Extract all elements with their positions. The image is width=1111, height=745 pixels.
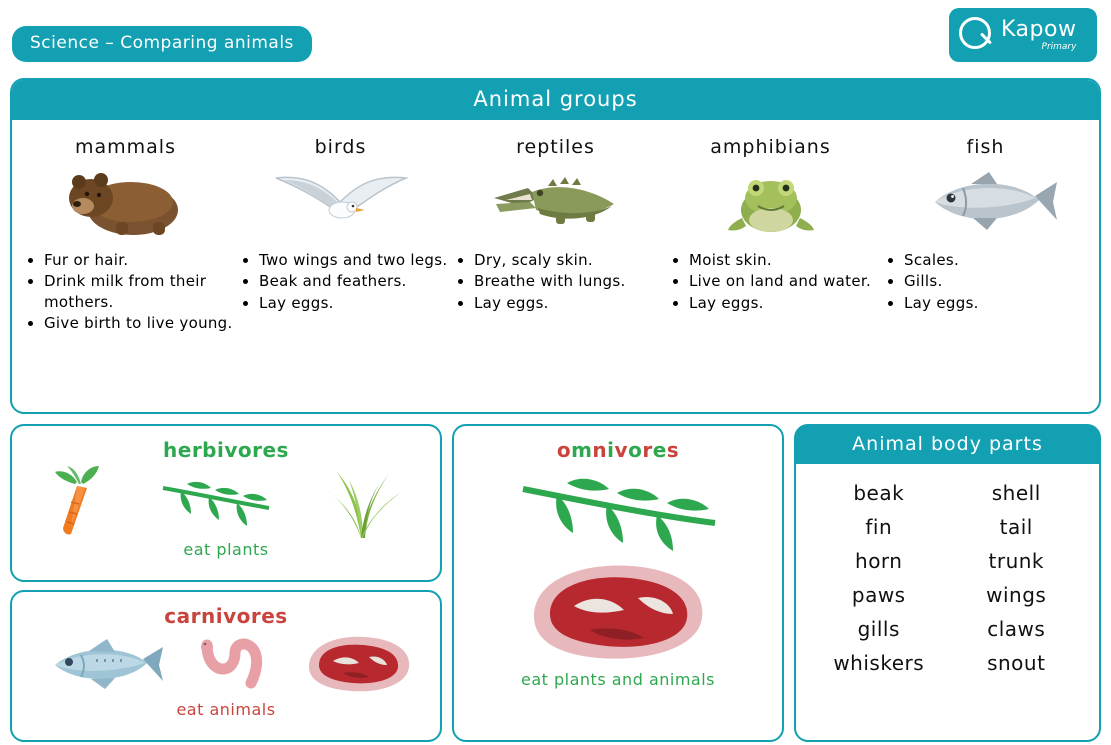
omnivores-caption: eat plants and animals bbox=[521, 670, 715, 689]
group-column-reptiles bbox=[448, 130, 663, 334]
animal-groups-title: Animal groups bbox=[12, 80, 1099, 120]
body-parts-grid bbox=[796, 464, 1099, 678]
group-column-fish bbox=[878, 130, 1093, 334]
list-item: • Gills. bbox=[904, 271, 979, 291]
group-name: birds bbox=[314, 136, 367, 158]
body-part-word: trunk bbox=[988, 549, 1044, 573]
steak-icon bbox=[299, 633, 417, 695]
frog-photo bbox=[691, 164, 851, 238]
omnivores-title: omnivores bbox=[556, 438, 680, 462]
leafy-stem-icon bbox=[157, 474, 273, 528]
bear-photo bbox=[46, 164, 206, 238]
group-column-birds bbox=[233, 130, 448, 334]
list-item: • Dry, scaly skin. bbox=[474, 250, 626, 270]
herbivores-card bbox=[10, 424, 442, 582]
fish-icon bbox=[35, 635, 165, 693]
steak-icon bbox=[520, 560, 716, 664]
list-item: • Fur or hair. bbox=[44, 250, 233, 270]
seagull-photo bbox=[261, 164, 421, 238]
list-item: • Lay eggs. bbox=[904, 293, 979, 313]
carnivores-title: carnivores bbox=[164, 604, 288, 628]
list-item: • Lay eggs. bbox=[689, 293, 871, 313]
body-parts-title: Animal body parts bbox=[796, 426, 1099, 464]
carrot-icon bbox=[41, 462, 119, 540]
list-item: • Drink milk from their mothers. bbox=[44, 271, 233, 312]
body-part-word: snout bbox=[987, 651, 1046, 675]
logo-sub: Primary bbox=[1041, 41, 1077, 52]
worm-icon bbox=[195, 635, 269, 693]
body-part-word: fin bbox=[865, 515, 893, 539]
body-part-word: beak bbox=[853, 481, 905, 505]
magnifier-icon bbox=[959, 17, 995, 53]
list-item: • Beak and feathers. bbox=[259, 271, 447, 291]
body-part-word: whiskers bbox=[833, 651, 925, 675]
animal-body-parts-panel bbox=[794, 424, 1101, 742]
leafy-stem-icon bbox=[513, 467, 723, 553]
body-part-word: claws bbox=[987, 617, 1046, 641]
carnivores-caption: eat animals bbox=[176, 700, 276, 719]
fish-photo bbox=[906, 164, 1066, 238]
logo-name: Kapow bbox=[1001, 16, 1077, 42]
grass-icon bbox=[311, 462, 411, 540]
group-column-amphibians bbox=[663, 130, 878, 334]
list-item: • Lay eggs. bbox=[259, 293, 447, 313]
group-facts bbox=[878, 250, 979, 314]
list-item: • Lay eggs. bbox=[474, 293, 626, 313]
list-item: • Scales. bbox=[904, 250, 979, 270]
list-item: • Two wings and two legs. bbox=[259, 250, 447, 270]
group-column-mammals bbox=[18, 130, 233, 334]
herbivores-caption: eat plants bbox=[183, 540, 269, 559]
kapow-logo bbox=[949, 8, 1097, 62]
list-item: • Live on land and water. bbox=[689, 271, 871, 291]
carnivores-card bbox=[10, 590, 442, 742]
group-facts bbox=[663, 250, 871, 314]
subject-pill: Science – Comparing animals bbox=[12, 26, 312, 62]
group-facts bbox=[18, 250, 233, 334]
group-facts bbox=[233, 250, 447, 314]
body-part-word: horn bbox=[855, 549, 903, 573]
body-part-word: paws bbox=[851, 583, 906, 607]
herbivores-title: herbivores bbox=[163, 438, 289, 462]
group-name: amphibians bbox=[710, 136, 831, 158]
body-part-word: shell bbox=[991, 481, 1041, 505]
omnivores-card bbox=[452, 424, 784, 742]
group-name: fish bbox=[966, 136, 1005, 158]
group-facts bbox=[448, 250, 626, 314]
page-header bbox=[0, 0, 1111, 70]
group-name: reptiles bbox=[516, 136, 595, 158]
body-part-word: gills bbox=[857, 617, 900, 641]
animal-groups-panel bbox=[10, 78, 1101, 414]
list-item: • Moist skin. bbox=[689, 250, 871, 270]
list-item: • Breathe with lungs. bbox=[474, 271, 626, 291]
list-item: • Give birth to live young. bbox=[44, 313, 233, 333]
group-name: mammals bbox=[75, 136, 176, 158]
body-part-word: tail bbox=[999, 515, 1033, 539]
crocodile-photo bbox=[476, 164, 636, 238]
body-part-word: wings bbox=[986, 583, 1047, 607]
